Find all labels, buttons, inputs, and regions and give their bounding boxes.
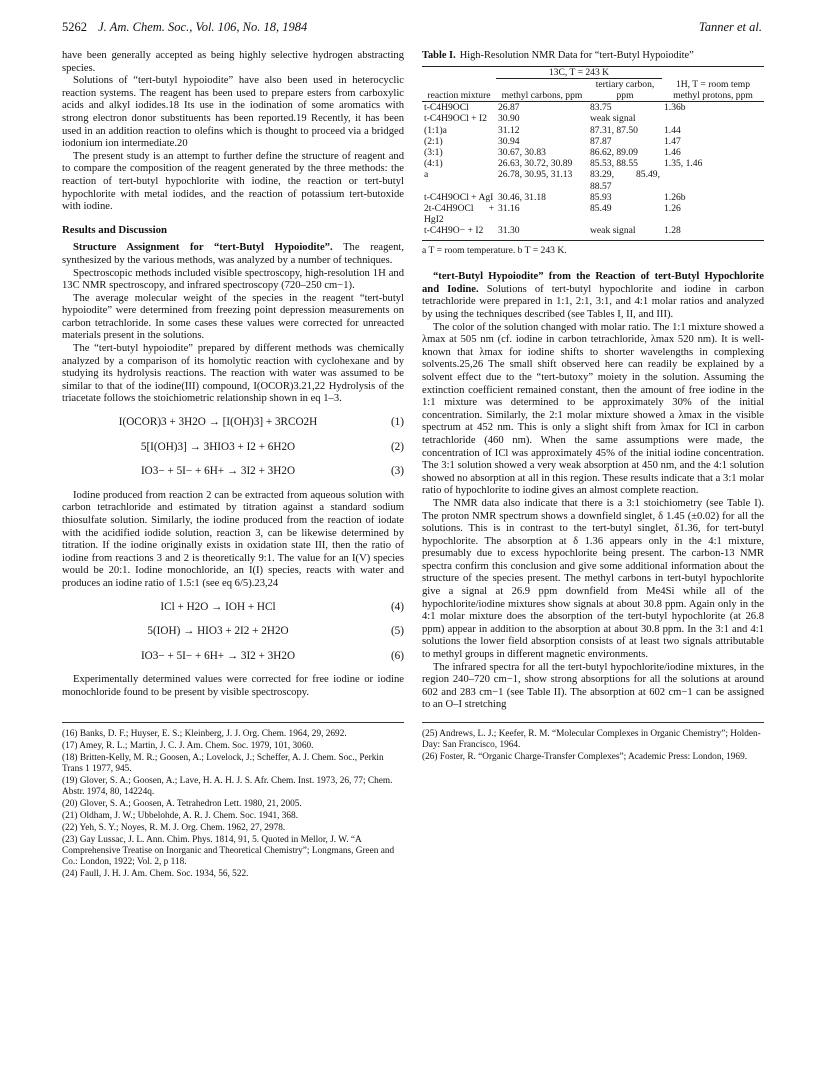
table-cell: 1.26b <box>664 191 686 203</box>
table-header: methyl carbons, ppm <box>496 78 588 101</box>
table-title: High-Resolution NMR Data for “tert-Butyl Hypoiodite” <box>459 50 694 61</box>
equation-body: IO3− + 5I− + 6H+ → 3I2 + 3H2O <box>140 649 296 662</box>
paragraph: The average molecular weight of the species in the reagent “tert-butyl hypoiodite” were determined from freezing point depression measurements on carbon tetrachloride. In some cases these values were corrected for unreacted materials present in the solutions. <box>62 292 404 342</box>
table-cell: 1.46 <box>664 147 681 159</box>
table-cell: 30.67, 30.83 <box>498 147 546 159</box>
table-cell: 1.26 <box>664 203 681 215</box>
reference: (22) Yeh, S. Y.; Noyes, R. M. J. Org. Chem. 1962, 27, 2978. <box>62 822 286 833</box>
table-cell <box>662 169 764 191</box>
table-cell: 31.16 <box>498 203 520 215</box>
table-bottom-rule <box>422 237 764 241</box>
table-cell: 1.36b <box>664 102 686 114</box>
table-cell: a <box>424 169 429 181</box>
table-group-header: 13C, T = 243 K <box>496 66 662 78</box>
table-row <box>422 113 764 124</box>
paragraph-text: Solutions of tert-butyl hypochlorite and iodine in carbon tetrachloride were prepared in 1:1, 2:1, 3:1, and 4:1 molar ratios and analyzed by using the techniques described (see Tables I, II, and III). <box>422 283 764 321</box>
table-spacer-cell <box>422 66 496 78</box>
paragraph: Experimentally determined values were corrected for free iodine or iodine monochloride found to be present by visible spectroscopy. <box>62 674 404 698</box>
table-label: Table I. <box>422 50 456 61</box>
equation-number: (6) <box>390 649 404 662</box>
equation-number: (1) <box>390 416 404 429</box>
table-cell: 26.78, 30.95, 31.13 <box>498 169 573 181</box>
table-header: tertiary carbon, ppm <box>588 78 662 101</box>
table-row <box>422 203 764 225</box>
paragraph <box>422 271 764 321</box>
table-row <box>422 158 764 169</box>
table-cell: t-C4H9O− + I2 <box>424 225 484 237</box>
table-footnote: a T = room temperature. b T = 243 K. <box>422 244 567 256</box>
table-cell: (1:1)a <box>424 124 447 136</box>
footnote-references <box>422 722 764 763</box>
left-column <box>62 50 404 881</box>
table-cell: (2:1) <box>424 135 443 147</box>
table-cell: 1.28 <box>664 225 681 237</box>
reference: (18) Britten-Kelly, M. R.; Goosen, A.; Lovelock, J.; Scheffer, A. J. Chem. Soc., Perkin Trans 1 1977, 945. <box>62 752 384 774</box>
equation-number: (3) <box>390 465 404 478</box>
run-in-heading: Structure Assignment for “tert-Butyl Hypoiodite”. <box>73 242 333 254</box>
equation <box>62 441 404 454</box>
table-cell: 31.30 <box>498 225 520 237</box>
table-cell: 1.35, 1.46 <box>664 158 703 170</box>
table-cell: 85.53, 88.55 <box>590 158 638 170</box>
right-column <box>422 50 764 764</box>
paragraph-text: The reagent, synthesized by the various methods, was analyzed by a number of techniques. <box>62 242 404 266</box>
journal-citation: J. Am. Chem. Soc., Vol. 106, No. 18, 1984 <box>98 20 308 34</box>
table-cell: (3:1) <box>424 147 443 159</box>
table-cell: t-C4H9OCl + I2 <box>424 113 487 125</box>
table-row <box>422 225 764 236</box>
table-cell: 30.46, 31.18 <box>498 191 546 203</box>
table-header: 1H, T = room temp methyl protons, ppm <box>662 78 764 101</box>
paragraph: Spectroscopic methods included visible spectroscopy, high-resolution 1H and 13C NMR spectroscopy, and infrared spectroscopy (720–250 cm−1). <box>62 267 404 292</box>
table-group-header-row <box>422 66 764 78</box>
paragraph: The color of the solution changed with molar ratio. The 1:1 mixture showed a λmax at 505 nm (cf. iodine in carbon tetrachloride, λmax 520 nm). It is well-known that λmax for iodine shifts to shorter wavelengths in complexing solvents.25,26 The small shift observed here can readily be explained by a solvent effect due to the “tert-butoxy” moiety in the solution. Assuming the extinction coefficient remained constant, then the amount of free iodine in the 1:1 mixture was determined to be approximately 30% of the initial concentration. Similarly, the 2:1 molar mixture showed a λmax in the visible spectrum at 452 nm. This is only a slight shift from λmax for ICl in carbon tetrachloride (460 nm). When the same assumptions were made, the concentration of ICl was approximately 45% of the initial iodine concentration. The 3:1 solution showed a very weak absorption at 450 nm, and the 4:1 solution showed no absorption at all in this region. These results indicate that a 3:1 molar ratio of hypochlorite to iodine gives an almost complete reaction. <box>422 321 764 497</box>
paragraph: The present study is an attempt to further define the structure of reagent and to compare the composition of the reagent generated by the three methods: the reaction of tert-butyl hypochlorite with iodine, the reaction or tert-butyl hypochlorite with metal iodides, and the reaction of potassium tert-butoxide with iodine. <box>62 150 404 213</box>
table-cell: 30.90 <box>498 113 520 125</box>
equation-number: (4) <box>390 600 404 613</box>
table-cell: 85.93 <box>590 191 612 203</box>
equation-body: I(OCOR)3 + 3H2O → [I(OH)3] + 3RCO2H <box>118 416 318 429</box>
paragraph: The “tert-butyl hypoiodite” prepared by different methods was chemically analyzed by a comparison of its homolytic reaction with cyclohexane and by studying its hydrolysis reactions. The reaction with water was assumed to be similar to that of the iodine(III) compound, I(OCOR)3.21,22 Hydrolysis of the triacetate follows the stoichiometric relationship shown in eq 1–3. <box>62 343 404 405</box>
paragraph: have been generally accepted as being highly selective hydrogen abstracting species. <box>62 50 404 74</box>
table-cell: weak signal <box>590 113 636 125</box>
reference: (16) Banks, D. F.; Huyser, E. S.; Kleinberg, J. J. Org. Chem. 1964, 29, 2692. <box>62 728 347 739</box>
table-cell: (4:1) <box>424 158 443 170</box>
table-cell: 26.87 <box>498 102 520 114</box>
reference: (17) Amey, R. L.; Martin, J. C. J. Am. Chem. Soc. 1979, 101, 3060. <box>62 740 314 751</box>
page-number: 5262 <box>62 20 87 34</box>
run-in-heading: “tert-Butyl Hypoiodite” from the Reaction of tert-Butyl Hypochlorite and Iodine. <box>422 271 764 295</box>
table-spacer-cell <box>662 66 764 78</box>
reference: (20) Glover, S. A.; Goosen, A. Tetrahedron Lett. 1980, 21, 2005. <box>62 798 302 809</box>
table-row <box>422 169 764 191</box>
paragraph: Solutions of “tert-butyl hypoiodite” have also been used in heterocyclic reaction systems. The reagent has been used to prepare esters from carboxylic acids and alkyl iodides.18 Its use in the iodination of some aromatics with strong electron donor substituents has been reported.19 Recently, it has been used in an addition reaction to olefins which is thought to proceed via a bridged iodonium ion intermediate.20 <box>62 75 404 150</box>
table-row <box>422 125 764 136</box>
header-left <box>62 20 307 35</box>
table-row <box>422 102 764 114</box>
table-cell: 86.62, 89.09 <box>590 147 638 159</box>
table-cell <box>662 113 764 124</box>
paragraph: Iodine produced from reaction 2 can be extracted from aqueous solution with carbon tetrachloride and estimated by titration against a standard sodium thiosulfate solution. Similarly, the iodine produced from the reaction of iodate with the acidified iodide solution, reaction 3, can be likewise determined by titration. If the iodine originally exists in oxidation state III, then the ratio of iodine from reactions 3 and 2 is theoretically 9:1. The value for an I(V) species would be 20:1. Iodine monochloride, an I(I) species, reacts with water and produces an iodine ratio of 1.5:1 (see eq 6/5).23,24 <box>62 489 404 589</box>
table-cell: 83.29, 85.49, 88.57 <box>590 169 660 192</box>
table-row <box>422 147 764 158</box>
header-authors: Tanner et al. <box>698 20 762 34</box>
table-cell: 87.87 <box>590 135 612 147</box>
section-heading: Results and Discussion <box>62 223 168 236</box>
table-row <box>422 192 764 203</box>
table-cell: weak signal <box>590 225 636 237</box>
table-cell: 1.44 <box>664 124 681 136</box>
reference: (26) Foster, R. “Organic Charge-Transfer Complexes”; Academic Press: London, 1969. <box>422 752 748 763</box>
paragraph <box>62 242 404 267</box>
table-cell: 1.47 <box>664 135 681 147</box>
equation <box>62 465 404 478</box>
table-cell: t-C4H9OCl + AgI <box>424 191 494 203</box>
reference: (21) Oldham, J. W.; Ubbelohde, A. R. J. Chem. Soc. 1941, 368. <box>62 810 299 821</box>
table-cell: t-C4H9OCl <box>424 102 469 114</box>
table-rule-cell <box>422 237 764 241</box>
table-row <box>422 136 764 147</box>
reference: (25) Andrews, L. J.; Keefer, R. M. “Molecular Complexes in Organic Chemistry”; Holden-Day: San Francisco, 1964. <box>422 729 761 751</box>
equation-number: (5) <box>390 625 404 638</box>
table-cell: 26.63, 30.72, 30.89 <box>498 158 573 170</box>
equation <box>62 416 404 429</box>
reference: (19) Glover, S. A.; Goosen, A.; Lave, H. A. H. J. S. Afr. Chem. Inst. 1973, 26, 77; Chem. Abstr. 1974, 80, 14224q. <box>62 775 393 797</box>
equation-number: (2) <box>390 440 404 453</box>
table-cell: 85.49 <box>590 203 612 215</box>
equation-body: ICl + H2O → IOH + HCl <box>160 600 276 613</box>
equation-body: 5[I(OH)3] → 3HIO3 + I2 + 6H2O <box>140 440 296 453</box>
table-cell: 87.31, 87.50 <box>590 124 638 136</box>
table-body <box>422 102 764 237</box>
equation <box>62 625 404 638</box>
paragraph: The NMR data also indicate that there is a 3:1 stoichiometry (see Table I). The proton NMR spectrum shows a downfield singlet, δ 1.45 (±0.02) for all the solutions. This is in contrast to the tert-butyl singlet, δ1.36, for tert-butyl hypochlorite. The absorption at δ 1.36 appears only in the 4:1 mixture, presumably due to excess hypochlorite being present. The carbon-13 NMR spectra confirm this conclusion and give some additional information about the structure of the species present. The methyl carbons in tert-butyl hypochlorite give a signal at 26.9 ppm downfield from Me4Si while all of the hypochlorite/iodine mixtures show signals at about 30.8 ppm. Again only in the 4:1 molar mixture does the absorption of the tert-butyl hypochlorite (at 26.8 ppm) appear in addition to the absorption at about 30.8 ppm. In the 3:1 and 4:1 solutions the lower field absorption consists of at least two signals attributable to methyl groups in different magnetic environments. <box>422 497 764 661</box>
equation-body: IO3− + 5I− + 6H+ → 3I2 + 3H2O <box>140 465 296 478</box>
footnote-references <box>62 722 404 880</box>
running-header <box>62 20 762 42</box>
nmr-data-table <box>422 66 764 241</box>
journal-page <box>62 20 762 1050</box>
table-cell: 83.75 <box>590 102 612 114</box>
table-header: reaction mixture <box>422 78 496 101</box>
table-header-row <box>422 78 764 101</box>
reference: (24) Faull, J. H. J. Am. Chem. Soc. 1934, 56, 522. <box>62 868 249 879</box>
equation <box>62 650 404 663</box>
table-cell: 30.94 <box>498 135 520 147</box>
reference: (23) Gay Lussac, J. L. Ann. Chim. Phys. 1814, 91, 5. Quoted in Mellor, J. W. “A Comprehensive Treatise on Inorganic and Theoretical Chemistry”; Longmans, Green and Co.: London, 1922; Vol. 2, p 118. <box>62 834 395 867</box>
equation-body: 5(IOH) → HIO3 + 2I2 + 2H2O <box>147 625 289 638</box>
paragraph: The infrared spectra for all the tert-butyl hypochlorite/iodine mixtures, in the region 240–720 cm−1, show strong absorptions for all the solutions at around 602 and 283 cm−1 (see Table II). The absorption at 602 cm−1 can be assigned to an O–I stretching <box>422 661 764 711</box>
equation <box>62 601 404 614</box>
table-cell: 2t-C4H9OCl + HgI2 <box>424 203 494 226</box>
table-caption <box>422 50 764 63</box>
table-cell: 31.12 <box>498 124 520 136</box>
